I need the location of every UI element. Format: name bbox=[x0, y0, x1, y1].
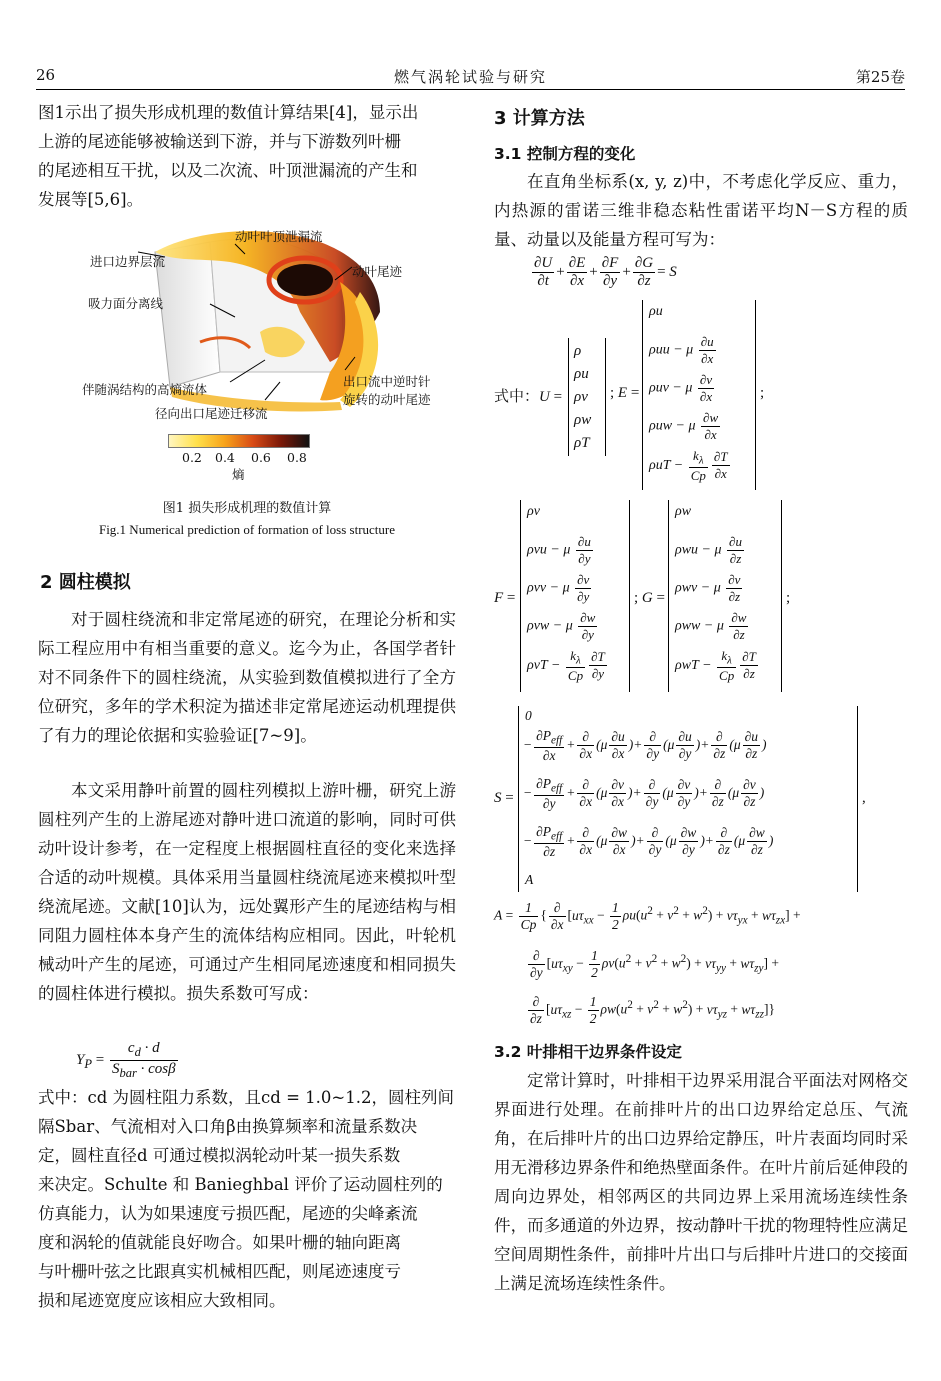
u-vector: ρ ρu ρv ρw ρT bbox=[568, 338, 606, 456]
colorbar-label: 熵 bbox=[232, 467, 245, 482]
a-expression-line-3: $\frac{\partial}{\partial z}$ [$u\tau_{xz}$ − $\frac{1}{2}$ $\rho w(u^2 + v^2 + w^2) + v\tau_{yz} + w\tau_{zz}$]} bbox=[530, 994, 775, 1026]
intro-line: 发展等[5,6]。 bbox=[38, 190, 144, 209]
text-line: 身产生的流体结构应相同。因此，叶轮机械动叶产 bbox=[38, 926, 457, 974]
a-expression-line-1: A = $\frac{1}{Cp}$ { $\frac{\partial}{\partial x}$ [$u\tau_{xx}$ − $\frac{1}{2}$ $\rho u(u^2 + v^2 + w^2) + v\tau_{yx} + w\tau_{zx}$] + bbox=[494, 900, 801, 932]
text-line: 圆柱绕流尾迹来模拟叶型绕流尾迹。文献[10]认 bbox=[38, 868, 457, 916]
loss-coefficient-equation: $Y_P$ = $\frac{c_d \cdot d}{S_{bar} \cdot \cos\beta}$ bbox=[76, 1040, 176, 1080]
text-line: 界，按动静叶干扰的物理特性应满足空间周期性条 bbox=[494, 1216, 908, 1264]
text-line: 与叶栅叶弦之比跟真实机械相匹配，则尾迹速度亏 bbox=[38, 1262, 401, 1281]
section-3-title: 3 计算方法 bbox=[494, 108, 585, 129]
f-vector: ρv ρvu − μ $\frac{\partial u}{\partial y}$ ρvv − μ $\frac{\partial v}{\partial y}$ ρvw − μ $\frac{\partial w}{\partial y}$ ρvT − $\frac{k_\lambda}{Cp}$ $\frac{\partial T}{\partial y}$ bbox=[520, 500, 630, 692]
label-inlet-boundary: 进口边界层流 bbox=[90, 254, 166, 269]
label-high-entropy: 伴随涡结构的高熵流体 bbox=[82, 382, 208, 397]
intro-line: 上游的尾迹能够被输送到下游，并与下游数列叶栅 bbox=[38, 132, 401, 151]
label-radial-migration: 径向出口尾迹迁移流 bbox=[155, 406, 268, 421]
figure-1-caption-en: Fig.1 Numerical prediction of formation of loss structure bbox=[98, 522, 396, 537]
journal-name: 燃气涡轮试验与研究 bbox=[393, 68, 547, 86]
section-3-paragraph-1 bbox=[494, 167, 908, 254]
subsection-3-1-title: 3.1 控制方程的变化 bbox=[494, 145, 636, 163]
label-suction-separation: 吸力面分离线 bbox=[88, 296, 164, 311]
text-line: 定，圆柱直径d 可通过模拟涡轮动叶某一损失系数 bbox=[38, 1146, 401, 1165]
g-terminator: ; bbox=[786, 590, 791, 606]
text-line: 网格交界面进行处理。在前排叶片的出口边界给定 bbox=[494, 1071, 909, 1119]
text-line: 流场连续性条件。 bbox=[543, 1274, 676, 1293]
e-vector: ρu ρuu − μ $\frac{\partial u}{\partial x}$ ρuv − μ $\frac{\partial v}{\partial x}$ ρuw − μ $\frac{\partial w}{\partial x}$ ρuT − $\frac{k_\lambda}{Cp}$ $\frac{\partial T}{\partial x}$ bbox=[642, 300, 756, 490]
text-line: 仿真能力，认为如果速度亏损匹配，尾迹的尖峰紊流 bbox=[38, 1204, 418, 1223]
f-label: F = bbox=[494, 590, 516, 606]
intro-paragraph bbox=[38, 98, 456, 214]
text-line: 为，远处翼形产生的尾迹结构与相同阻力圆柱体本 bbox=[38, 897, 457, 945]
text-line: 响，同时可供动叶设计参考，在一定程度上根据圆柱 bbox=[38, 810, 457, 858]
text-line: 来决定。Schulte 和 Banieghbal 评价了运动圆柱列的 bbox=[38, 1175, 443, 1194]
text-line: 对于圆柱绕流和非定常尾迹的研究，在理论分 bbox=[71, 610, 406, 629]
label-ccw-wake-2: 旋转的动叶尾迹 bbox=[343, 392, 431, 407]
e-terminator: ; bbox=[760, 385, 765, 401]
g-vector: ρw ρwu − μ $\frac{\partial u}{\partial z}$ ρwv − μ $\frac{\partial v}{\partial z}$ ρww − μ $\frac{\partial w}{\partial z}$ ρwT − $\frac{k_\lambda}{Cp}$ $\frac{\partial T}{\partial z}$ bbox=[668, 500, 782, 692]
colorbar-tick: 0.4 bbox=[215, 450, 235, 465]
text-line: 件，前排叶片出口与后排叶片进口的交接面上满足 bbox=[494, 1245, 908, 1293]
governing-equation: $\frac{\partial U}{\partial t}$ + $\frac{\partial E}{\partial x}$ + $\frac{\partial F}{\partial y}$ + $\frac{\partial G}{\partial z}$ = S bbox=[534, 255, 677, 289]
text-line: 程的质量、动量以及能量方程可写为： bbox=[494, 201, 908, 249]
text-line: 析和实际工程应用中有相当重要的意义。迄今为 bbox=[38, 610, 456, 658]
text-line: 圆柱体进行模拟。损失系数可写成： bbox=[54, 984, 319, 1003]
section-3-paragraph-2 bbox=[494, 1066, 908, 1298]
section-2-paragraph-3 bbox=[38, 1083, 456, 1315]
text-line: 隔Sbar、气流相对入口角β由换算频率和流量系数决 bbox=[38, 1117, 418, 1136]
colorbar-tick: 0.2 bbox=[182, 450, 202, 465]
header-rule bbox=[36, 89, 905, 90]
text-line: 本文采用静叶前置的圆柱列模拟上游叶栅，研 bbox=[71, 781, 406, 800]
text-line: 损和尾迹宽度应该相应大致相同。 bbox=[38, 1291, 286, 1310]
section-2-paragraph-2 bbox=[38, 776, 456, 1008]
text-line: 直径的变化来选择合适的动叶规模。具体采用当量 bbox=[38, 839, 457, 887]
page-number: 26 bbox=[36, 66, 56, 84]
label-tip-leakage: 动叶叶顶泄漏流 bbox=[235, 229, 323, 244]
intro-line: 的尾迹相互干扰，以及二次流、叶顶泄漏流的产生和 bbox=[38, 161, 418, 180]
running-header bbox=[36, 66, 905, 86]
s-vector: 0 − $\frac{\partial P_{eff}}{\partial x}$ + $\frac{\partial}{\partial x}$ (μ $\frac{\partial u}{\partial x}$ )+ $\frac{\partial}{\partial y}$ (μ $\frac{\partial u}{\partial y}$ )+ $\frac{\partial}{\partial z}$ (μ $\frac{\partial u}{\partial z}$ ) − $\frac{\partial P_{eff}}{\partial y}$ + $\frac{\partial}{\partial x}$ (μ $\frac{\partial v}{\partial x}$ )+ $\frac{\partial}{\partial y}$ (μ $\frac{\partial v}{\partial y}$ )+ $\frac{\partial}{\partial z}$ (μ $\frac{\partial v}{\partial z}$ ) − $\frac{\partial P_{eff}}{\partial z}$ + $\frac{\partial}{\partial x}$ (μ $\frac{\partial w}{\partial x}$ )+ $\frac{\partial}{\partial y}$ (μ $\frac{\partial w}{\partial y}$ )+ $\frac{\partial}{\partial z}$ (μ $\frac{\partial w}{\partial z}$ ) A bbox=[518, 706, 858, 892]
text-line: 度和涡轮的值就能良好吻合。如果叶栅的轴向距离 bbox=[38, 1233, 401, 1252]
section-2-title: 2 圆柱模拟 bbox=[40, 572, 131, 593]
text-line: 究上游圆柱列产生的上游尾迹对静叶进口流道的影 bbox=[38, 781, 456, 829]
u-label: 式中：U = bbox=[494, 389, 563, 405]
g-label: ; G = bbox=[634, 590, 665, 606]
text-line: 件。在叶片前后延伸段的周向边界处，相邻两区的 bbox=[494, 1158, 908, 1206]
s-label: S = bbox=[494, 790, 514, 806]
text-line: 力，内热源的雷诺三维非稳态粘性雷诺平均N－S方 bbox=[494, 172, 908, 220]
text-line: 片表面均同时采用无滑移边界条件和绝热壁面条 bbox=[494, 1129, 908, 1177]
section-2-paragraph-1 bbox=[38, 605, 456, 750]
text-line: 验验证[7~9]。 bbox=[203, 726, 317, 745]
intro-line: 图1示出了损失形成机理的数值计算结果[4]，显示出 bbox=[38, 103, 419, 122]
e-label: ; E = bbox=[610, 385, 640, 401]
colorbar-tick: 0.6 bbox=[251, 450, 271, 465]
entropy-colorbar bbox=[168, 434, 310, 448]
text-line: 生的尾迹，可通过产生相同尾迹速度和相同损失的 bbox=[38, 955, 457, 1003]
s-terminator: , bbox=[862, 790, 866, 806]
figure-1 bbox=[60, 222, 450, 492]
volume-label: 第25卷 bbox=[855, 68, 905, 86]
text-line: 总压、气流角，在后排叶片的出口边界给定静压，叶 bbox=[494, 1100, 909, 1148]
label-rotor-wake: 动叶尾迹 bbox=[352, 264, 403, 279]
subsection-3-2-title: 3.2 叶排相干边界条件设定 bbox=[494, 1043, 682, 1061]
a-expression-line-2: $\frac{\partial}{\partial y}$ [$u\tau_{xy}$ − $\frac{1}{2}$ $\rho v(u^2 + v^2 + w^2) + v\tau_{yy} + w\tau_{zy}$] + bbox=[530, 948, 780, 980]
colorbar-tick: 0.8 bbox=[287, 450, 307, 465]
text-line: 定常计算时，叶排相干边界采用混合平面法对 bbox=[527, 1071, 859, 1090]
text-line: 述非定常尾迹运动机理提供了有力的理论依据和实 bbox=[38, 697, 457, 745]
text-line: 数值模拟进行了全方位研究，多年的学术积淀为描 bbox=[38, 668, 457, 716]
text-line: 止，各国学者针对不同条件下的圆柱绕流，从实验到 bbox=[38, 639, 457, 687]
text-line: 式中：cd 为圆柱阻力系数，且cd = 1.0~1.2，圆柱列间 bbox=[38, 1088, 454, 1107]
figure-1-caption-cn: 图1 损失形成机理的数值计算 bbox=[162, 501, 332, 516]
text-line: 在直角坐标系(x, y, z)中，不考虑化学反应、重 bbox=[527, 172, 875, 191]
label-ccw-wake-1: 出口流中逆时针 bbox=[343, 374, 431, 389]
text-line: 共同边界上采用流场连续性条件，而多通道的外边 bbox=[494, 1187, 909, 1235]
